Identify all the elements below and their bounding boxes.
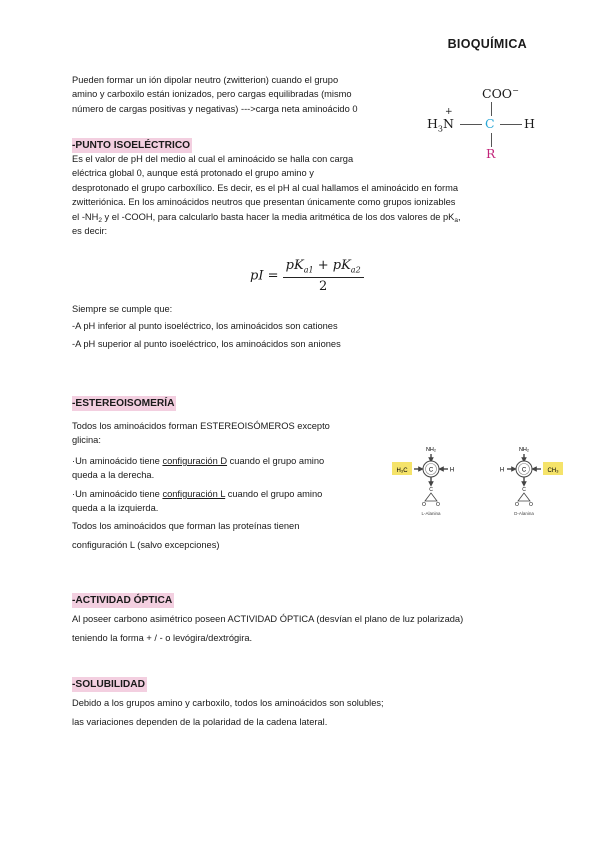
section-heading-stereoisomery: -ESTEREOISOMERÍA (72, 398, 175, 409)
svg-text:O: O (436, 502, 440, 508)
rule-item: -A pH superior al punto isoeléctrico, los aminoácidos son aniones (72, 338, 341, 349)
text-line: eléctrica global 0, aunque está protonado el grupo amino y (72, 168, 314, 179)
svg-text:O: O (422, 502, 426, 508)
text-line: el $-NH_2$ y el -COOH, para calcularlo basta hacer la media aritmética de los dos valores de $pK_a$, (72, 211, 461, 224)
amine-charge: + (445, 107, 453, 117)
svg-text:C: C (522, 487, 526, 493)
figure-caption: D-Alanina (514, 511, 534, 516)
l-alanine-structure (392, 447, 454, 516)
text-line: queda a la izquierda. (72, 503, 159, 514)
text-line: Todos los aminoácidos forman ESTEREOISÓMEROS excepto (72, 421, 330, 431)
svg-text:NH₂: NH₂ (425, 447, 437, 453)
section-heading-solubility: -SOLUBILIDAD (72, 679, 146, 690)
text-line: Todos los aminoácidos que forman las proteínas tienen (72, 521, 300, 531)
isoelectric-paragraph (72, 152, 542, 238)
optical-paragraph (72, 612, 542, 646)
proteins-text (72, 519, 372, 553)
figure-caption: L-Alanina (421, 511, 441, 516)
intro-line: Pueden formar un ión dipolar neutro (zwitterion) cuando el grupo (72, 75, 339, 85)
text-line: ·Un aminoácido tiene configuración L cuando el grupo amino (72, 489, 323, 499)
svg-text:C: C (521, 467, 527, 474)
bond-line (500, 124, 522, 125)
hydrogen-atom: H (524, 116, 535, 131)
text-line: teniendo la forma + / - o levógira/dextrógira. (72, 633, 253, 644)
solubility-paragraph (72, 696, 542, 730)
carboxyl-group: COO− (482, 86, 519, 102)
zwitterion-structure (422, 82, 535, 162)
alpha-carbon: C (485, 116, 495, 131)
amine-group: $H_3N$ (427, 116, 454, 134)
bond-line (491, 102, 492, 116)
config-d-text (72, 454, 372, 483)
svg-text:NH₂: NH₂ (518, 447, 530, 453)
svg-text:H₃C: H₃C (396, 468, 408, 474)
text-line: queda a la derecha. (72, 470, 155, 481)
page-title: BIOQUÍMICA (447, 37, 527, 51)
text-line: las variaciones dependen de la polaridad de la cadena lateral. (72, 717, 328, 728)
formula-numerator: $pK_{a1} + pK_{a2}$ (283, 258, 364, 278)
section-heading-optical-activity: -ACTIVIDAD ÓPTICA (72, 595, 173, 606)
svg-text:O: O (529, 502, 533, 508)
d-alanine-structure (500, 447, 563, 516)
text-line: glicina: (72, 435, 101, 446)
svg-text:C: C (429, 487, 433, 493)
bond-line (460, 124, 482, 125)
r-group: R (486, 146, 496, 161)
intro-line: amino y carboxilo están ionizados, pero cargas equilibradas (mismo (72, 89, 352, 100)
text-line: Al poseer carbono asimétrico poseen ACTIVIDAD ÓPTICA (desvían el plano de luz polarizada) (72, 614, 464, 624)
stereo-paragraph (72, 419, 372, 448)
svg-text:H: H (449, 467, 455, 474)
text-line: Siempre se cumple que: (72, 304, 173, 314)
text-line: es decir: (72, 226, 108, 237)
intro-paragraph (72, 73, 412, 116)
text-line: configuración L (salvo excepciones) (72, 540, 220, 551)
text-line: Es el valor de pH del medio al cual el aminoácido se halla con carga (72, 154, 354, 164)
svg-text:H: H (499, 467, 505, 474)
bond-line (491, 133, 492, 147)
alanine-enantiomers-figure (388, 440, 568, 520)
section-heading-isoelectric: -PUNTO ISOELÉCTRICO (72, 140, 191, 151)
text-line: desprotonado el grupo carboxílico. Es decir, es el pH al cual hallamos el aminoácido en forma (72, 182, 459, 193)
svg-text:C: C (428, 467, 434, 474)
svg-text:CH₃: CH₃ (547, 468, 559, 474)
svg-text:O: O (515, 502, 519, 508)
formula-fraction (283, 258, 364, 294)
text-line: zwitteriónica. En los aminoácidos neutros que presentan únicamente como grupos ionizables (72, 197, 456, 208)
text-line: ·Un aminoácido tiene configuración D cuando el grupo amino (72, 456, 325, 466)
config-l-text (72, 487, 372, 516)
rule-item: -A pH inferior al punto isoeléctrico, los aminoácidos son cationes (72, 321, 338, 332)
intro-line: número de cargas positivas y negativas) --->carga neta aminoácido 0 (72, 103, 358, 114)
isoelectric-rules (72, 302, 542, 351)
isoelectric-formula: pI = $\frac{pK_{a1} + pK_{a2}}{2}$ (250, 258, 364, 294)
text-line: Debido a los grupos amino y carboxilo, todos los aminoácidos son solubles; (72, 698, 384, 708)
formula-denominator: 2 (319, 278, 328, 294)
